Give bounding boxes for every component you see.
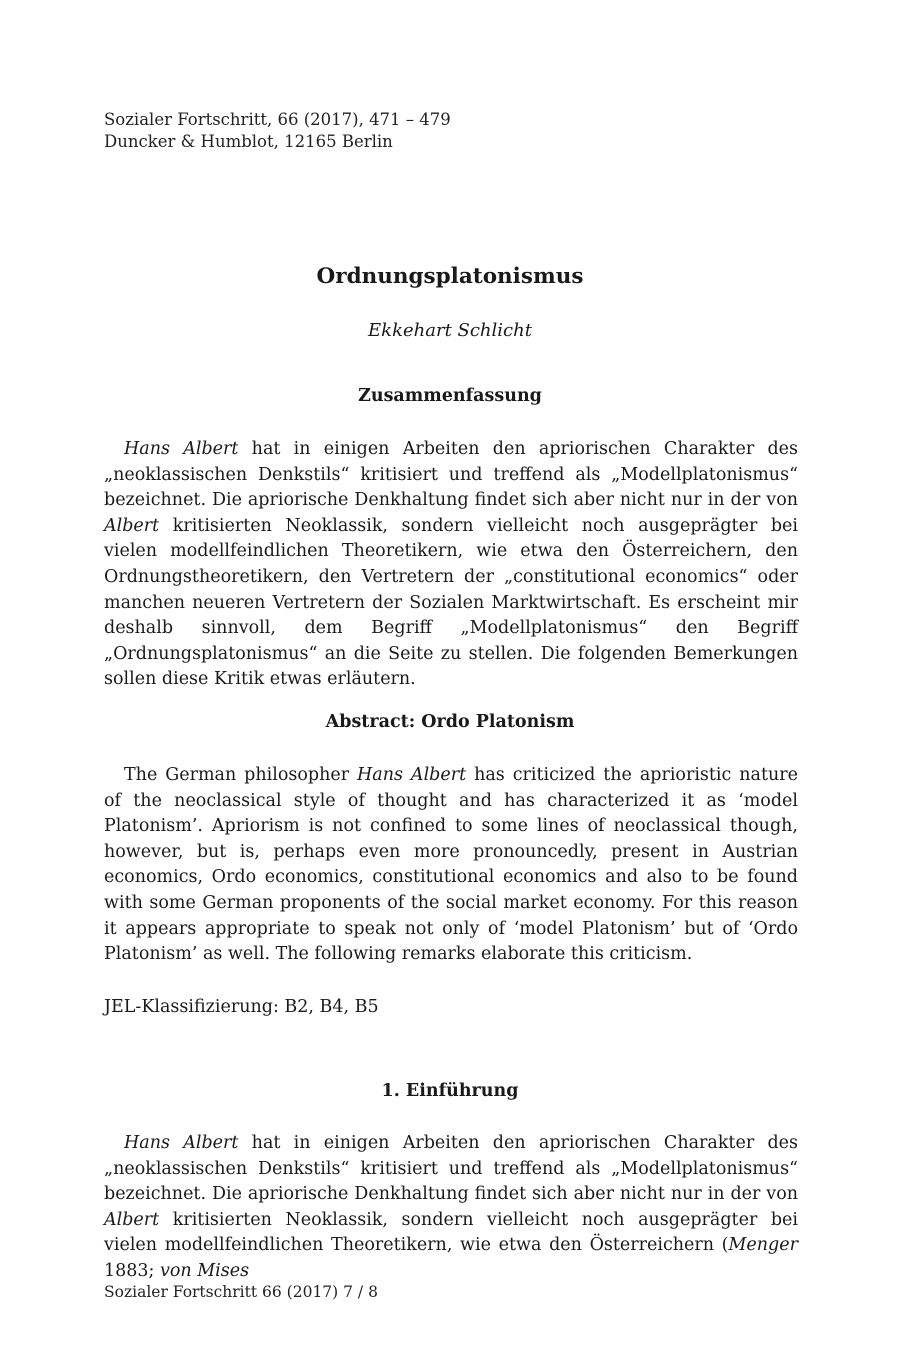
abstract-paragraph: The German philosopher Hans Albert has criticized the aprioristic nature of the neoclassical style of thought and has characterized it as ‘model Platonism’. Apriorism is not confined to some lines of neoclassical though, however, but is, perhaps even more pronouncedly, present in Austrian economics, Ordo economics, constitutional economics and also to be found with some German proponents of the social market economy. For this reason it appears appropriate to speak not only of ‘model Platonism’ but of ‘Ordo Platonism’ as well. The following remarks elaborate this criticism. — [104, 765, 799, 965]
jel-classification: JEL-Klassifizierung: B2, B4, B5 — [104, 997, 379, 1017]
summary-paragraph: Hans Albert hat in einigen Arbeiten den apriorischen Charakter des „neoklassischen Denkstils“ kritisiert und treffend als „Modellplatonismus“ bezeichnet. Die apriorische Denkhaltung findet sich aber nicht nur in der von Albert kritisierten Neoklassik, sondern vielleicht noch ausgeprägter bei vielen modellfeindlichen Theoretikern, wie etwa den Österreichern, den Ordnungstheoretikern, den Vertretern der „constitutional economics“ oder manchen neueren Vertretern der Sozialen Marktwirtschaft. Es erscheint mir deshalb sinnvoll, dem Begriff „Modellplatonismus“ den Begriff „Ordnungsplatonismus“ an die Seite zu stellen. Die folgenden Bemerkungen sollen diese Kritik etwas erläutern. — [104, 439, 798, 690]
paper-title: Ordnungsplatonismus — [316, 264, 584, 289]
author-reference: Albert — [104, 1209, 160, 1230]
section-paragraph: Hans Albert hat in einigen Arbeiten den apriorischen Charakter des „neoklassischen Denkstils“ kritisiert und treffend als „Modellplatonismus“ bezeichnet. Die apriorische Denkhaltung findet sich aber nicht nur in der von Albert kritisierten Neoklassik, sondern vielleicht noch ausgeprägter bei vielen modellfeindlichen Theoretikern, wie etwa den Österreichern (Menger 1883; von Mises — [104, 1133, 798, 1281]
publisher-line: Duncker & Humblot, 12165 Berlin — [104, 132, 393, 151]
section-heading: 1. Einführung — [381, 1081, 519, 1101]
citation: Menger — [728, 1235, 798, 1256]
author-reference: Hans Albert — [357, 765, 467, 785]
author-reference: Albert — [104, 515, 160, 536]
summary-heading: Zusammenfassung — [358, 386, 542, 406]
citation: von Mises — [160, 1260, 250, 1281]
journal-citation: Sozialer Fortschritt, 66 (2017), 471 – 479 — [104, 110, 451, 129]
journal-header — [104, 109, 451, 153]
page-footer: Sozialer Fortschritt 66 (2017) 7 / 8 — [104, 1283, 378, 1301]
author-reference: Hans Albert — [124, 439, 239, 459]
paper-author: Ekkehart Schlicht — [368, 320, 532, 341]
abstract-heading: Abstract: Ordo Platonism — [325, 712, 575, 732]
author-reference: Hans Albert — [124, 1133, 239, 1153]
